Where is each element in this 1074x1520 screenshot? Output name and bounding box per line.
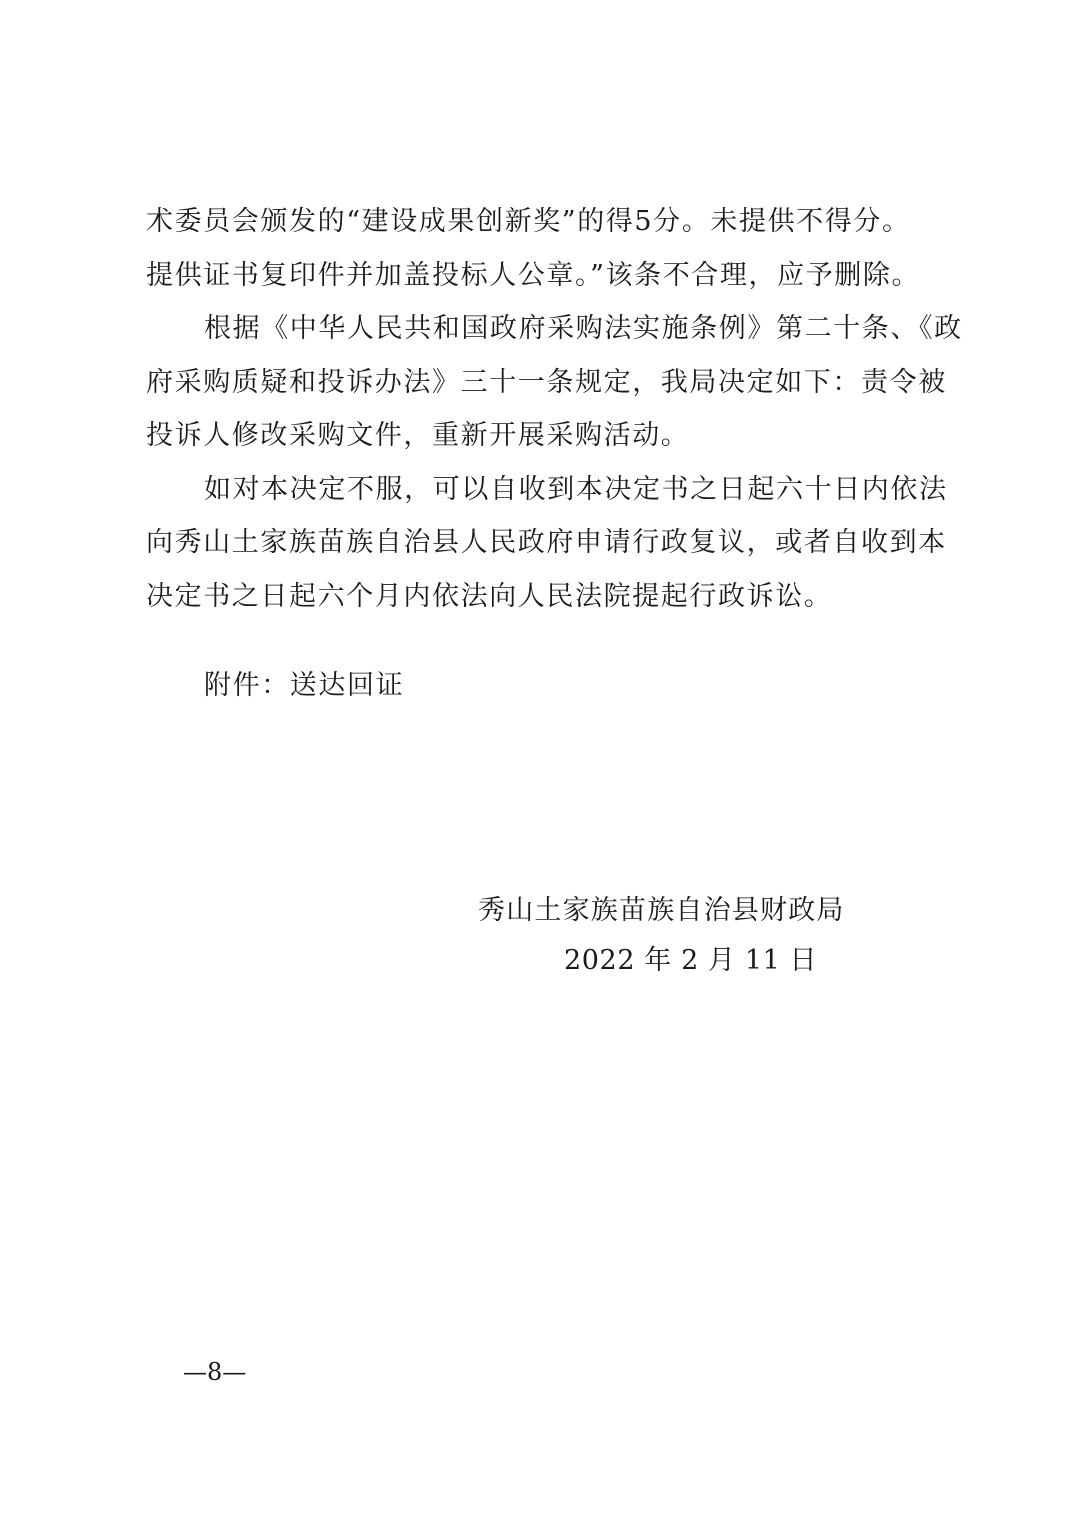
body-line: 如对本决定不服，可以自收到本决定书之日起六十日内依法 [204, 473, 948, 505]
body-line: 术委员会颁发的“建设成果创新奖”的得5分。未提供不得分。 [146, 206, 911, 237]
body-line: 投诉人修改采购文件，重新开展采购活动。 [146, 420, 690, 451]
document-body [146, 195, 963, 623]
attachment-note: 附件：送达回证 [204, 670, 405, 701]
body-line: 向秀山土家族苗族自治县人民政府申请行政复议，或者自收到本 [146, 527, 947, 558]
body-line: 根据《中华人民共和国政府采购法实施条例》第二十条、《政 [204, 313, 963, 344]
body-line: 提供证书复印件并加盖投标人公章。”该条不合理，应予删除。 [146, 259, 921, 291]
issuer-name: 秀山土家族苗族自治县财政局 [478, 895, 845, 926]
body-line: 决定书之日起六个月内依法向人民法院提起行政诉讼。 [146, 580, 833, 612]
issue-date: 2022 年 2 月 11 日 [564, 945, 818, 976]
page-number: —8— [183, 1358, 247, 1386]
body-line: 府采购质疑和投诉办法》三十一条规定，我局决定如下：责令被 [146, 366, 947, 398]
